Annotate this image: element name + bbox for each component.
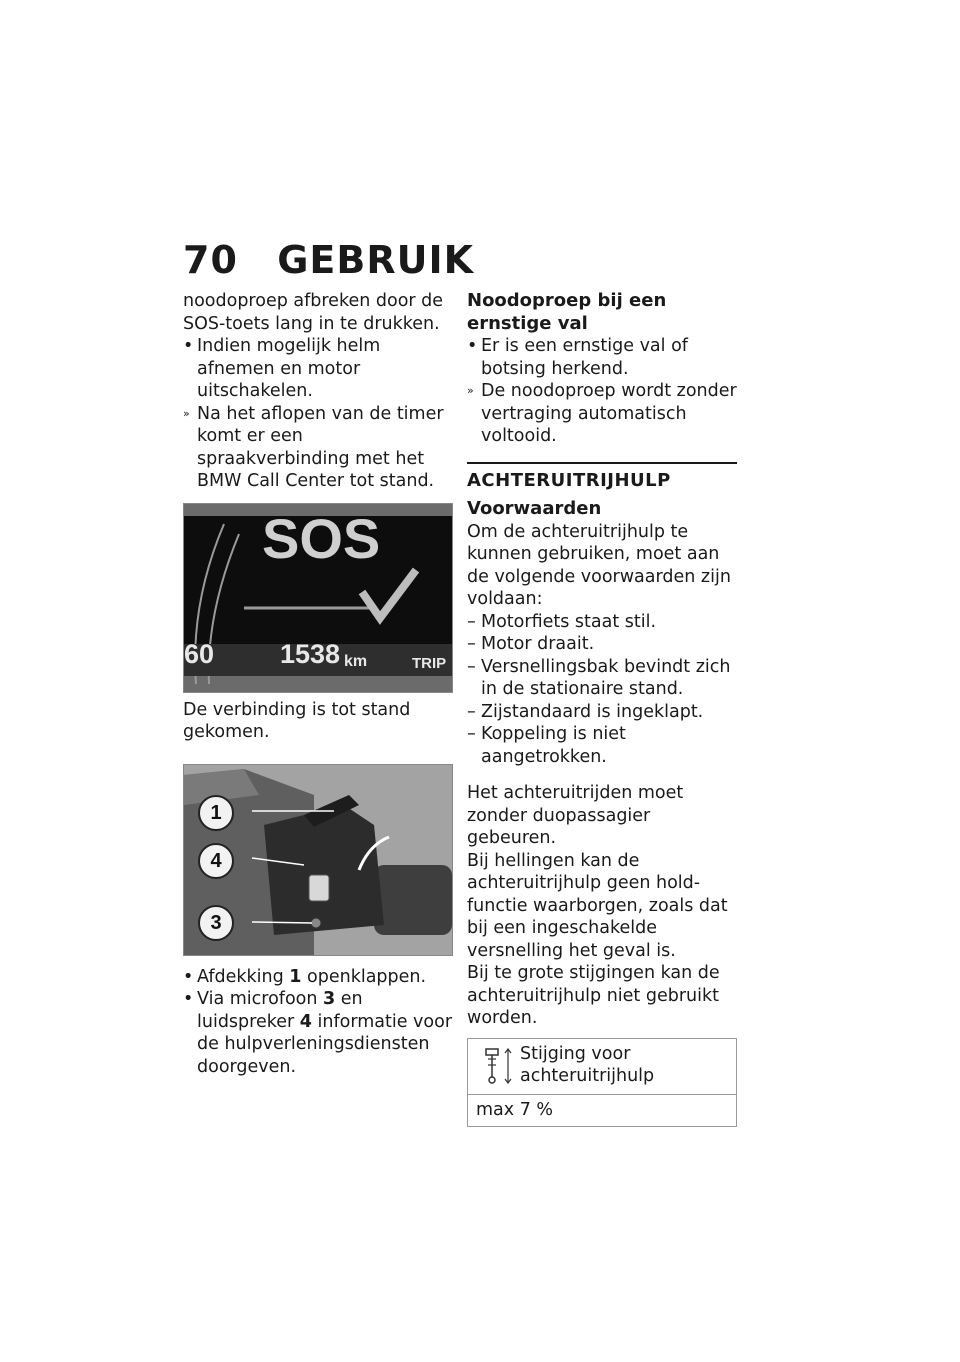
dash-item (467, 611, 737, 634)
step-text: Via microfoon (197, 989, 324, 1009)
result-marker: » (183, 406, 190, 420)
sos-display-image (183, 503, 453, 693)
dash-text: Motor draait. (481, 634, 595, 654)
sos-label: SOS (262, 506, 381, 570)
spec-value: max 7 % (476, 1099, 554, 1120)
incline-gauge-icon (482, 1045, 516, 1087)
callout-4: 4 (198, 843, 234, 879)
condition-text: Er is een ernstige val of botsing herkend. (481, 336, 688, 379)
left-column (183, 290, 453, 1078)
subsection-heading: Noodoproep bij een ernstige val (467, 290, 667, 334)
spec-table (467, 1038, 737, 1128)
dash-item (467, 633, 737, 656)
right-column (467, 290, 737, 1127)
step-text: en luidspreker (197, 989, 363, 1032)
ref-number: 4 (299, 1011, 312, 1032)
result-text: De noodoproep wordt zonder vertraging automatisch voltooid. (481, 381, 737, 446)
caption: De verbinding is tot stand gekomen. (183, 699, 411, 742)
ref-number: 1 (289, 966, 302, 987)
page-number: 70 (183, 238, 238, 282)
spec-label: Stijging voor achteruitrijhulp (520, 1043, 655, 1086)
section-heading: ACHTERUITRIJHULP (467, 462, 737, 493)
dash-text: Versnellingsbak bevindt zich in de stationaire stand. (481, 656, 731, 699)
result-step (467, 380, 737, 448)
dash-marker: – (467, 701, 476, 722)
dash-marker: – (467, 611, 476, 632)
bullet-marker: • (183, 966, 194, 987)
odometer-value: 1538 (280, 638, 341, 669)
result-marker: » (467, 384, 474, 397)
step-text: Indien mogelijk helm afnemen en motor uitschakelen. (197, 336, 381, 401)
paragraph: Het achteruitrijden moet zonder duopassagier gebeuren. (467, 783, 684, 848)
trip-label: TRIP (412, 654, 447, 672)
dash-marker: – (467, 724, 476, 744)
dash-text: Motorfiets staat stil. (481, 611, 657, 632)
step-text: Afdekking (197, 966, 290, 987)
page-header (183, 238, 474, 282)
paragraph: Om de achteruitrijhulp te kunnen gebruiken, moet aan de volgende voorwaarden zijn voldaan: (467, 521, 731, 609)
bullet-marker: • (183, 336, 194, 356)
bullet-step (183, 335, 453, 403)
callout-3: 3 (198, 905, 234, 941)
dash-item (467, 701, 737, 724)
subheading: Voorwaarden (467, 498, 602, 519)
step-text: openklappen. (301, 966, 427, 987)
spec-header (468, 1039, 736, 1095)
odometer-unit: km (344, 652, 368, 670)
dash-item (467, 656, 737, 701)
bullet-marker: • (183, 989, 194, 1009)
step-text: informatie voor de hulpverleningsdiensten doorgeven. (197, 1011, 453, 1077)
bullet-step (183, 988, 453, 1078)
bullet-step (183, 966, 453, 989)
paragraph: Bij hellingen kan de achteruitrijhulp geen hold-functie waarborgen, zoals dat bij een ingeschakelde versnelling het geval is. (467, 850, 728, 961)
dash-text: Zijstandaard is ingeklapt. (481, 701, 704, 722)
dash-text: Koppeling is niet aangetrokken. (481, 724, 626, 767)
bullet-condition (467, 335, 737, 380)
bullet-marker: • (467, 336, 478, 356)
result-text: Na het aflopen van de timer komt er een spraakverbinding met het BMW Call Center tot stand. (197, 403, 444, 491)
check-icon (362, 570, 416, 618)
ref-number: 3 (323, 989, 336, 1009)
dash-marker: – (467, 634, 476, 654)
callout-1: 1 (198, 795, 234, 831)
dash-item (467, 723, 737, 768)
handlebar-control-image (183, 764, 453, 956)
intro-text: noodoproep afbreken door de SOS-toets lang in te drukken. (183, 291, 444, 334)
section-title: GEBRUIK (277, 238, 475, 282)
odometer-partial: 60 (184, 638, 215, 669)
result-step (183, 403, 453, 493)
dash-marker: – (467, 656, 476, 677)
paragraph: Bij te grote stijgingen kan de achteruitrijhulp niet gebruikt worden. (467, 963, 720, 1028)
